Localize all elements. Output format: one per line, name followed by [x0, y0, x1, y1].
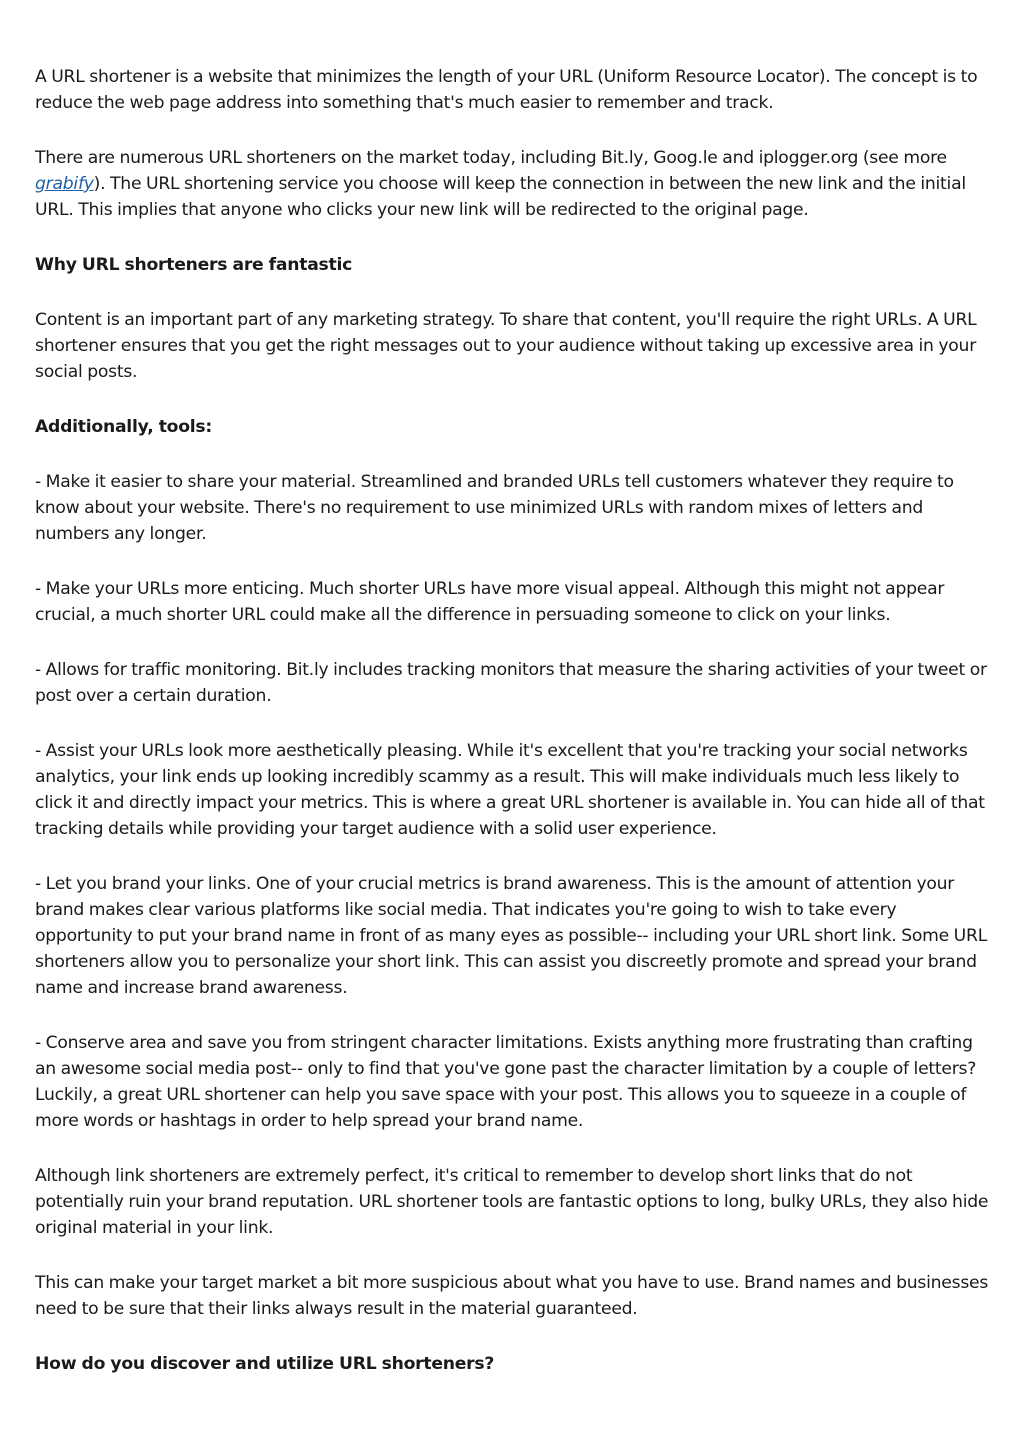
heading-why-fantastic: Why URL shorteners are fantastic — [35, 255, 353, 275]
document-body — [35, 64, 993, 1406]
heading-additionally: Additionally, tools: — [35, 417, 213, 437]
shorteners-text-start: There are numerous URL shorteners on the market today, including Bit.ly, Goog.le and iplogger.org (see more — [35, 148, 947, 168]
content-paragraph: Content is an important part of any marketing strategy. To share that content, you'll require the right URLs. A URL shortener ensures that you get the right messages out to your audience without taking up excessive area in your social posts. — [35, 310, 977, 382]
grabify-link[interactable]: grabify — [35, 174, 94, 194]
bullet-traffic-monitoring: - Allows for traffic monitoring. Bit.ly includes tracking monitors that measure the sharing activities of your tweet or post over a certain duration. — [35, 660, 987, 706]
intro-paragraph: A URL shortener is a website that minimizes the length of your URL (Uniform Resource Locator). The concept is to reduce the web page address into something that's much easier to remember and track. — [35, 67, 978, 113]
bullet-enticing: - Make your URLs more enticing. Much shorter URLs have more visual appeal. Although this might not appear crucial, a much shorter URL could make all the difference in persuading someone to click on your links. — [35, 579, 945, 625]
shorteners-paragraph — [35, 145, 993, 223]
bullet-branding: - Let you brand your links. One of your crucial metrics is brand awareness. This is the amount of attention your brand makes clear various platforms like social media. That indicates you're going to wish to take every opportunity to put your brand name in front of as many eyes as possible-- including your URL short link. Some URL shorteners allow you to personalize your short link. This can assist you discreetly promote and spread your brand name and increase brand awareness. — [35, 874, 988, 998]
shorteners-text-end: ). The URL shortening service you choose will keep the connection in between the new link and the initial URL. This implies that anyone who clicks your new link will be redirected to the original page. — [35, 174, 966, 220]
bullet-character-limits: - Conserve area and save you from stringent character limitations. Exists anything more frustrating than crafting an awesome social media post-- only to find that you've gone past the character limitation by a couple of letters? Luckily, a great URL shortener can help you save space with your post. This allows you to squeeze in a couple of more words or hashtags in order to help spread your brand name. — [35, 1033, 977, 1131]
heading-how-to-use: How do you discover and utilize URL shorteners? — [35, 1354, 495, 1374]
reputation-paragraph: Although link shorteners are extremely perfect, it's critical to remember to develop short links that do not potentially ruin your brand reputation. URL shortener tools are fantastic options to long, bulky URLs, they also hide original material in your link. — [35, 1166, 989, 1238]
suspicion-paragraph: This can make your target market a bit more suspicious about what you have to use. Brand names and businesses need to be sure that their links always result in the material guaranteed. — [35, 1273, 989, 1319]
bullet-share-material: - Make it easier to share your material. Streamlined and branded URLs tell customers whatever they require to know about your website. There's no requirement to use minimized URLs with random mixes of letters and numbers any longer. — [35, 472, 954, 544]
bullet-aesthetics: - Assist your URLs look more aesthetically pleasing. While it's excellent that you're tracking your social networks analytics, your link ends up looking incredibly scammy as a result. This will make individuals much less likely to click it and directly impact your metrics. This is where a great URL shortener is available in. You can hide all of that tracking details while providing your target audience with a solid user experience. — [35, 741, 985, 839]
